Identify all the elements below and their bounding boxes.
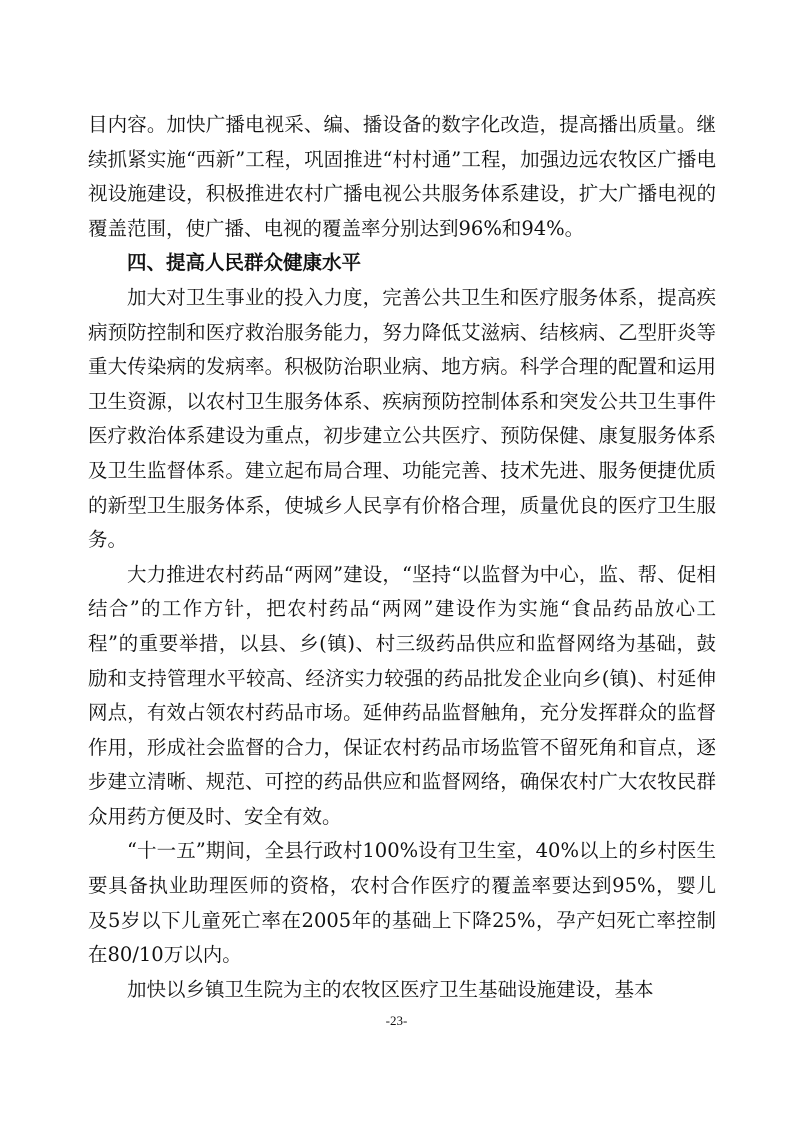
paragraph-health-investment: 加大对卫生事业的投入力度，完善公共卫生和医疗服务体系，提高疾病预防控制和医疗救治服务能力，努力降低艾滋病、结核病、乙型肝炎等重大传染病的发病率。积极防治职业病、地方病。科学合理的配置和运用卫生资源，以农村卫生服务体系、疾病预防控制体系和突发公共卫生事件医疗救治体系建设为重点，初步建立公共医疗、预防保健、康复服务体系及卫生监督体系。建立起布局合理、功能完善、技术先进、服务便捷优质的新型卫生服务体系，使城乡人民享有价格合理，质量优良的医疗卫生服务。 xyxy=(88,285,716,552)
paragraph-five-year-targets: “十一五”期间，全县行政村100%设有卫生室，40%以上的乡村医生要具备执业助理医师的资格，农村合作医疗的覆盖率要达到95%，婴儿及5岁以下儿童死亡率在2005年的基础上下降25%，孕产妇死亡率控制在80/10万以内。 xyxy=(88,839,716,967)
paragraph-continuation: 目内容。加快广播电视采、编、播设备的数字化改造，提高播出质量。继续抓紧实施“西新”工程，巩固推进“村村通”工程，加强边远农牧区广播电视设施建设，积极推进农村广播电视公共服务体系建设，扩大广播电视的覆盖范围，使广播、电视的覆盖率分别达到96%和94%。 xyxy=(88,113,716,240)
document-body xyxy=(88,108,716,1007)
paragraph-infrastructure: 加快以乡镇卫生院为主的农牧区医疗卫生基础设施建设，基本 xyxy=(127,977,654,1001)
section-heading: 四、提高人民群众健康水平 xyxy=(127,251,362,275)
paragraph-rural-drugs: 大力推进农村药品“两网”建设，“坚持“以监督为中心，监、帮、促相结合”的工作方针，把农村药品“两网”建设作为实施“食品药品放心工程”的重要举措，以县、乡(镇)、村三级药品供应和监督网络为基础，鼓励和支持管理水平较高、经济实力较强的药品批发企业向乡(镇)、村延伸网点，有效占领农村药品市场。延伸药品监督触角，充分发挥群众的监督作用，形成社会监督的合力，保证农村药品市场监管不留死角和盲点，逐步建立清晰、规范、可控的药品供应和监督网络，确保农村广大农牧民群众用药方便及时、安全有效。 xyxy=(88,562,716,828)
page-number: -23- xyxy=(385,1013,408,1028)
